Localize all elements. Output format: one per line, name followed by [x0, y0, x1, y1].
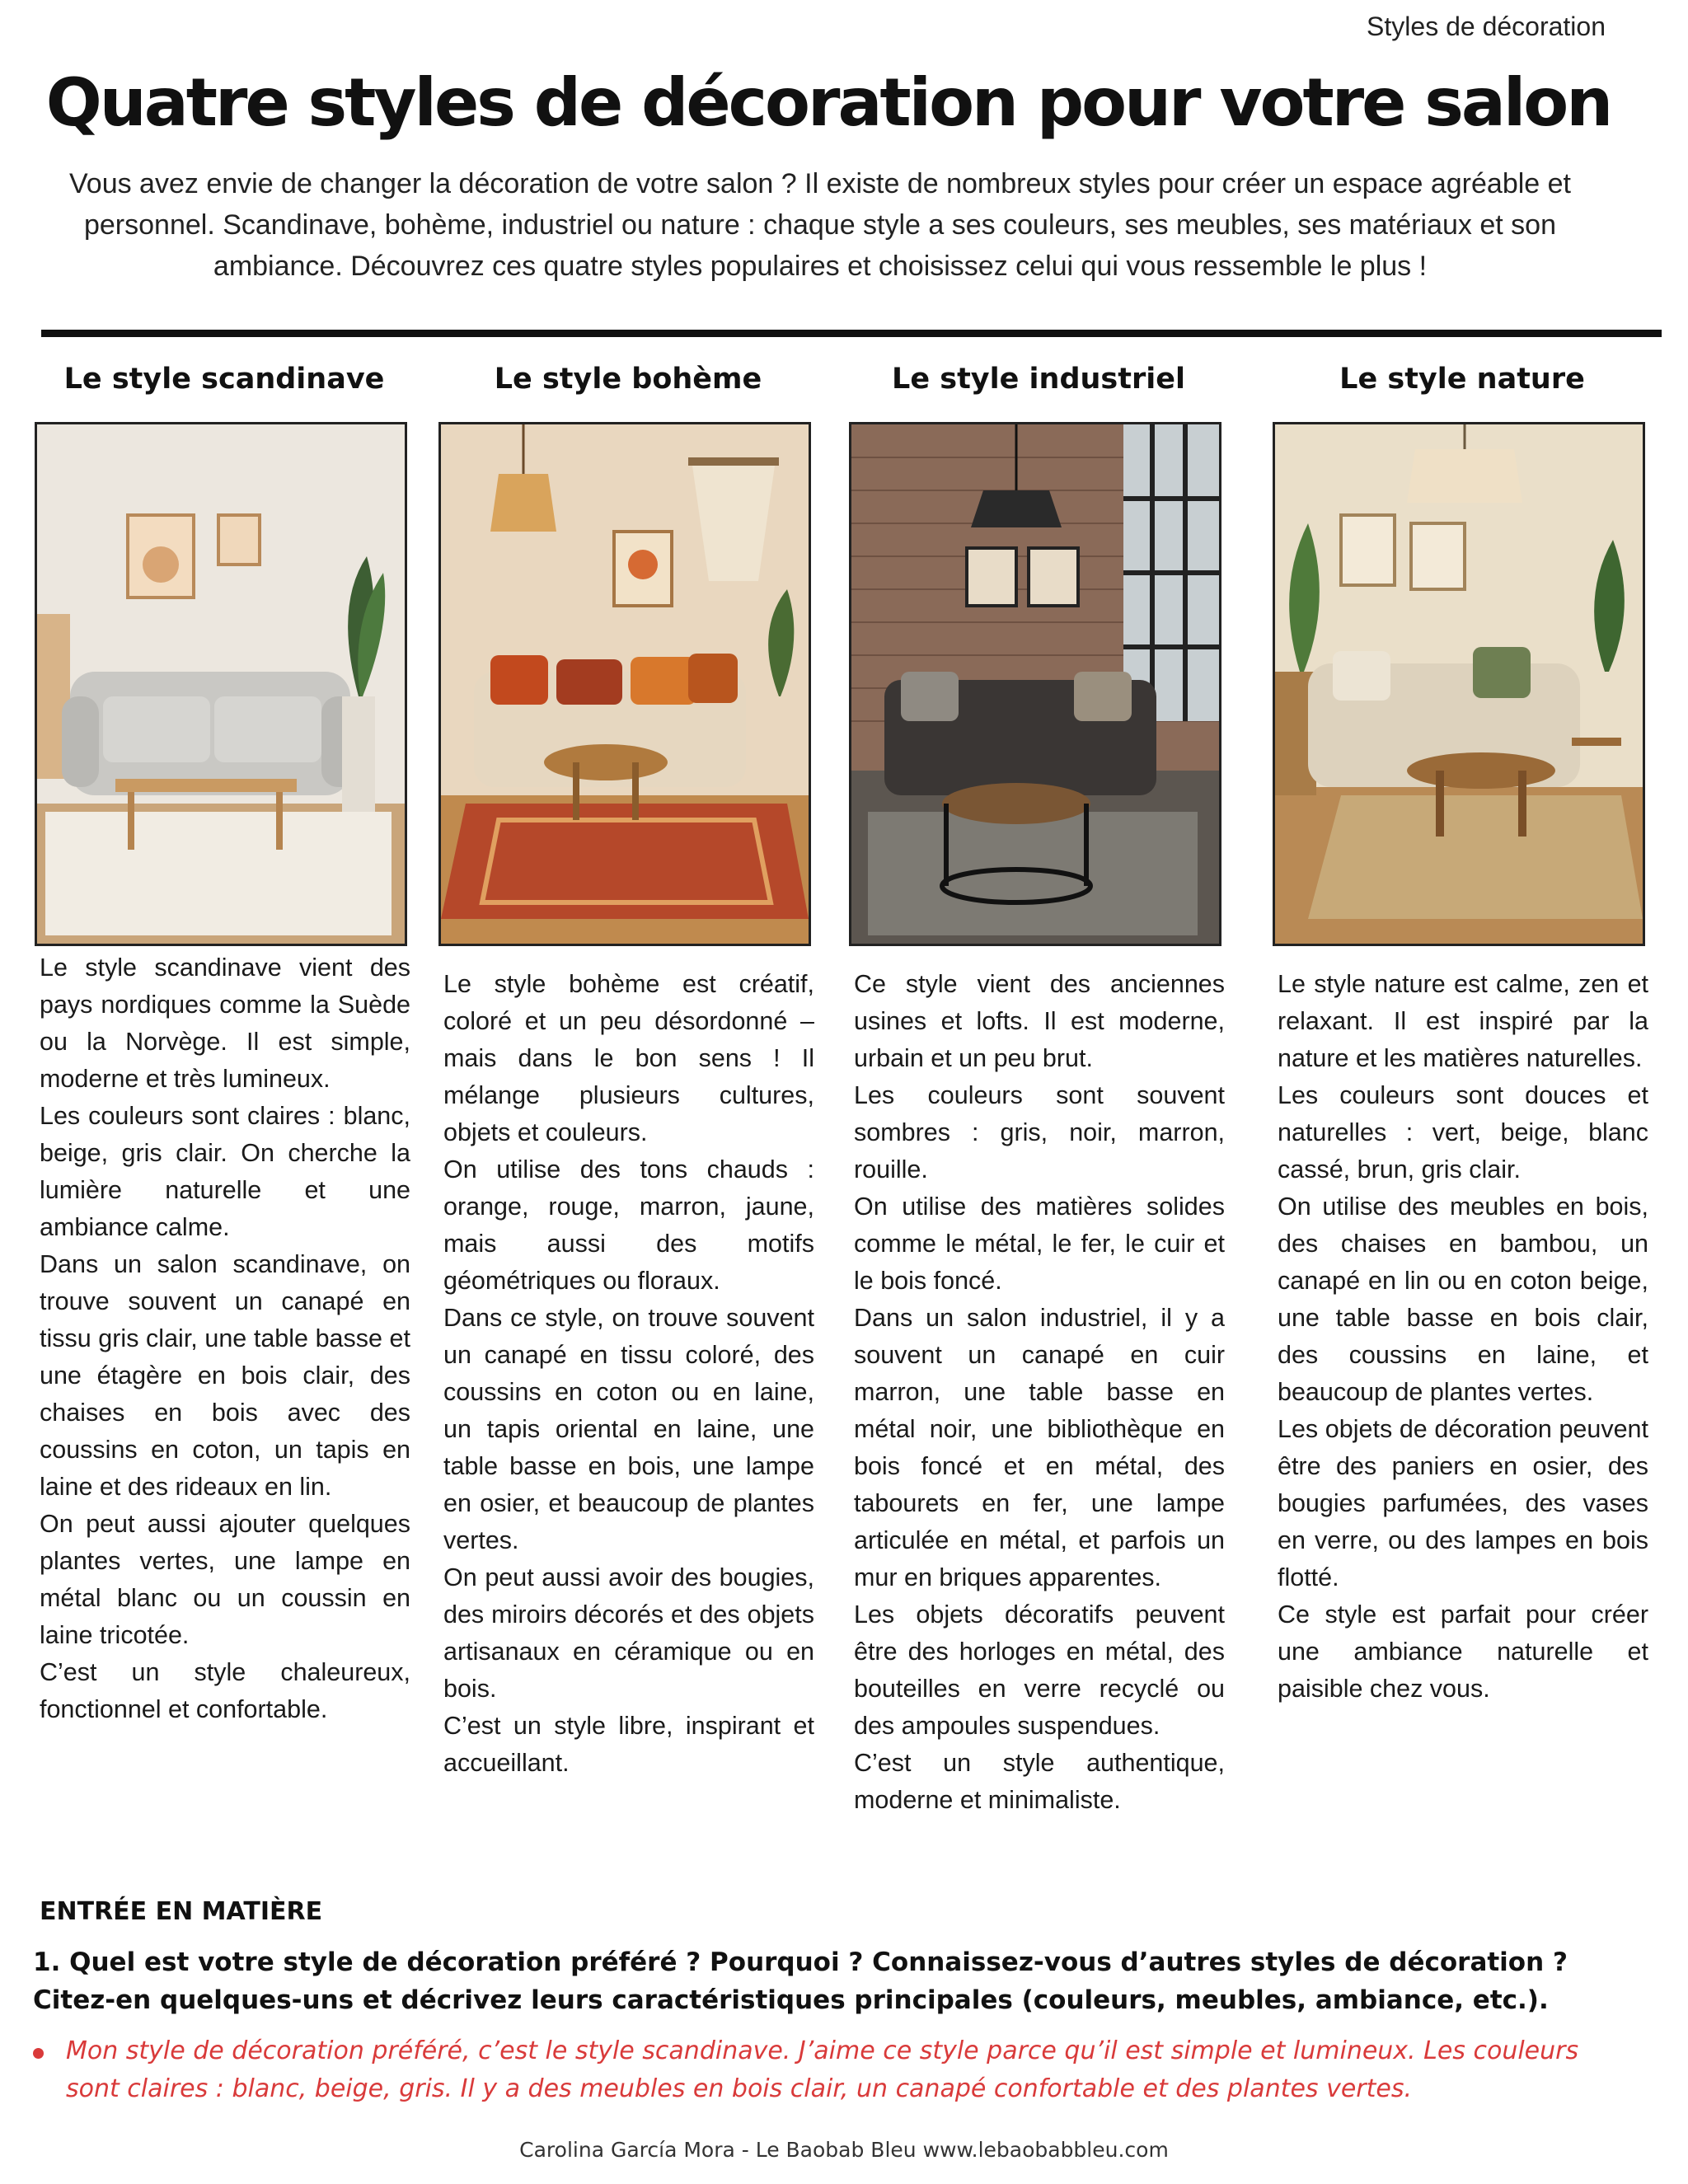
- intro-paragraph: Vous avez envie de changer la décoration de votre salon ? Il existe de nombreux styles pour créer un espace agréable et personnel. Scandinave, bohème, industriel ou nature : chaque style a ses couleurs, ses meubles, ses matériaux et son ambiance. Découvrez ces quatre styles populaires et choisissez celui qui vous ressemble le plus !: [68, 168, 1571, 282]
- bullet-icon: [33, 2048, 44, 2059]
- paragraph: On peut aussi ajouter quelques plantes vertes, une lampe en métal blanc ou un coussin en laine tricotée.: [40, 1510, 410, 1649]
- paragraph: On utilise des matières solides comme le métal, le fer, le cuir et le bois foncé.: [854, 1193, 1225, 1295]
- footer-credit: Carolina García Mora - Le Baobab Bleu www.lebaobabbleu.com: [519, 2138, 1169, 2162]
- exercise-question: 1. Quel est votre style de décoration préféré ? Pourquoi ? Connaissez-vous d’autres styles de décoration ? Citez-en quelques-uns et décrivez leurs caractéristiques principales (couleurs, meubles, ambiance, etc.).: [33, 1947, 1568, 2015]
- paragraph: Le style scandinave vient des pays nordiques comme la Suède ou la Norvège. Il est simple, moderne et très lumineux.: [40, 954, 410, 1093]
- photo-nature-living-room: [1273, 422, 1645, 946]
- paragraph: C’est un style libre, inspirant et accueillant.: [443, 1712, 814, 1777]
- paragraph: On utilise des tons chauds : orange, rouge, marron, jaune, mais aussi des motifs géométriques ou floraux.: [443, 1155, 814, 1295]
- paragraph: Dans un salon industriel, il y a souvent un canapé en cuir marron, une table basse en métal noir, une bibliothèque en bois foncé et en métal, des tabourets en fer, une lampe articulée en métal, et parfois un mur en briques apparentes.: [854, 1304, 1225, 1591]
- style-column-scandinave: [35, 354, 414, 1723]
- style-title-scandinave: Le style scandinave: [63, 363, 385, 396]
- style-description-industriel: [854, 966, 1225, 1819]
- document-category-label: Styles de décoration: [1367, 12, 1606, 41]
- paragraph: Les couleurs sont souvent sombres : gris, noir, marron, rouille.: [854, 1081, 1225, 1183]
- style-title-nature: Le style nature: [1339, 363, 1585, 396]
- paragraph: Les objets décoratifs peuvent être des horloges en métal, des bouteilles en verre recyclé ou des ampoules suspendues.: [854, 1601, 1225, 1740]
- paragraph: Dans un salon scandinave, on trouve souvent un canapé en tissu gris clair, une table basse et une étagère en bois clair, des chaises en bois avec des coussins en coton, un tapis en laine et des rideaux en lin.: [40, 1250, 410, 1501]
- style-description-boheme: [443, 966, 814, 1782]
- paragraph: Les couleurs sont claires : blanc, beige, gris clair. On cherche la lumière naturelle et une ambiance calme.: [40, 1102, 410, 1241]
- style-column-boheme: [438, 354, 818, 1777]
- exercise-answer: Mon style de décoration préféré, c’est le style scandinave. J’aime ce style parce qu’il est simple et lumineux. Les couleurs sont claires : blanc, beige, gris. Il y a des meubles en bois clair, un canapé confortable et des plantes vertes.: [66, 2036, 1579, 2103]
- paragraph: C’est un style chaleureux, fonctionnel et confortable.: [40, 1658, 410, 1723]
- style-description-nature: [1278, 966, 1648, 1708]
- paragraph: Ce style vient des anciennes usines et lofts. Il est moderne, urbain et un peu brut.: [854, 970, 1225, 1072]
- photo-boheme-living-room: [438, 422, 811, 946]
- page-title: Quatre styles de décoration pour votre salon: [45, 64, 1611, 141]
- style-title-industriel: Le style industriel: [892, 363, 1185, 396]
- photo-scandinave-living-room: [35, 422, 407, 946]
- paragraph: C’est un style authentique, moderne et minimaliste.: [854, 1749, 1225, 1814]
- paragraph: Le style nature est calme, zen et relaxant. Il est inspiré par la nature et les matières naturelles.: [1278, 970, 1648, 1072]
- divider-rule: [41, 330, 1662, 337]
- paragraph: Dans ce style, on trouve souvent un canapé en tissu coloré, des coussins en coton ou en laine, un tapis oriental en laine, une table basse en bois, une lampe en osier, et beaucoup de plantes vertes.: [443, 1304, 814, 1554]
- paragraph: Le style bohème est créatif, coloré et un peu désordonné – mais dans le bon sens ! Il mélange plusieurs cultures, objets et couleurs.: [443, 970, 814, 1146]
- style-title-boheme: Le style bohème: [494, 363, 762, 396]
- paragraph: On utilise des meubles en bois, des chaises en bambou, un canapé en lin ou en coton beige, une table basse en bois clair, des coussins en laine, et beaucoup de plantes vertes.: [1278, 1193, 1648, 1406]
- style-description-scandinave: [40, 949, 410, 1728]
- photo-industriel-living-room: [849, 422, 1221, 946]
- paragraph: Ce style est parfait pour créer une ambiance naturelle et paisible chez vous.: [1278, 1601, 1648, 1703]
- paragraph: Les objets de décoration peuvent être des paniers en osier, des bougies parfumées, des vases en verre, ou des lampes en bois flotté.: [1278, 1415, 1648, 1591]
- exercise-section-title: ENTRÉE EN MATIÈRE: [40, 1897, 323, 1926]
- style-column-industriel: [849, 354, 1228, 1814]
- paragraph: On peut aussi avoir des bougies, des miroirs décorés et des objets artisanaux en céramique ou en bois.: [443, 1563, 814, 1703]
- paragraph: Les couleurs sont douces et naturelles : vert, beige, blanc cassé, brun, gris clair.: [1278, 1081, 1648, 1183]
- style-column-nature: [1273, 354, 1652, 1703]
